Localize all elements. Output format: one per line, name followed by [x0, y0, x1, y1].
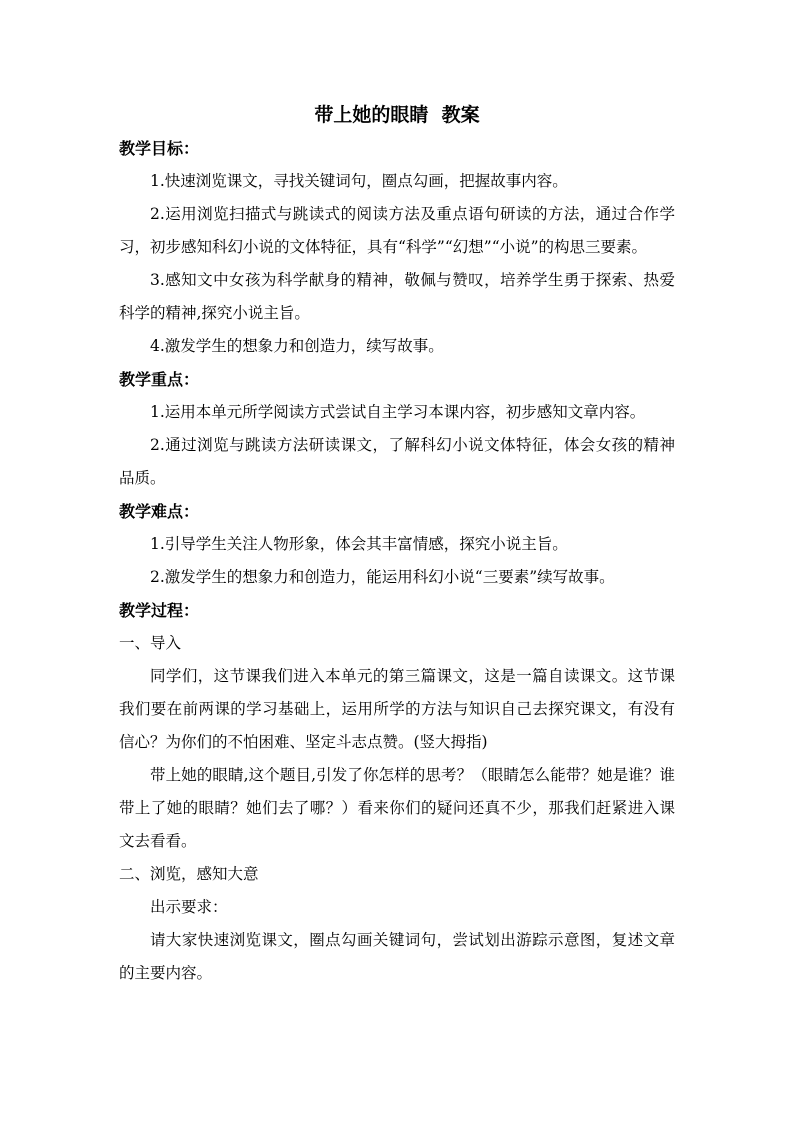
section-1-title: 一、导入	[119, 634, 182, 652]
key-point-item-2: 2.通过浏览与跳读方法研读课文，了解科幻小说文体特征，体会女孩的精神品质。	[119, 436, 675, 487]
section-2-title: 二、浏览，感知大意	[119, 865, 259, 883]
document-title: 带上她的眼睛 教案	[314, 104, 480, 126]
section-2-paragraph-1: 出示要求：	[150, 898, 228, 916]
section-2-paragraph-2: 请大家快速浏览课文，圈点勾画关键词句，尝试划出游踪示意图，复述文章的主要内容。	[119, 931, 675, 982]
document-content	[119, 98, 675, 990]
objective-item-1: 1.快速浏览课文，寻找关键词句，圈点勾画，把握故事内容。	[150, 172, 568, 190]
difficulty-item-1: 1.引导学生关注人物形象，体会其丰富情感，探究小说主旨。	[150, 535, 568, 553]
objectives-heading: 教学目标：	[119, 139, 200, 158]
difficulty-item-2: 2.激发学生的想象力和创造力，能运用科幻小说“三要素”续写故事。	[150, 568, 615, 586]
key-point-item-1: 1.运用本单元所学阅读方式尝试自主学习本课内容，初步感知文章内容。	[150, 403, 646, 421]
objective-item-2: 2.运用浏览扫描式与跳读式的阅读方法及重点语句研读的方法，通过合作学习，初步感知科幻小说的文体特征，具有“科学”“幻想”“小说”的构思三要素。	[119, 205, 675, 256]
key-points-heading: 教学重点：	[119, 370, 200, 389]
difficulties-heading: 教学难点：	[119, 502, 200, 521]
section-1-paragraph-2: 带上她的眼睛,这个题目,引发了你怎样的思考？（眼睛怎么能带？她是谁？谁带上了她的眼睛？她们去了哪？）看来你们的疑问还真不少，那我们赶紧进入课文去看看。	[119, 766, 675, 850]
section-1-paragraph-1: 同学们，这节课我们进入本单元的第三篇课文，这是一篇自读课文。这节课我们要在前两课的学习基础上，运用所学的方法与知识自己去探究课文，有没有信心？为你们的不怕困难、坚定斗志点赞。(竖大拇指)	[119, 667, 675, 751]
objective-item-4: 4.激发学生的想象力和创造力，续写故事。	[150, 337, 444, 355]
process-heading: 教学过程：	[119, 601, 200, 620]
objective-item-3: 3.感知文中女孩为科学献身的精神，敬佩与赞叹，培养学生勇于探索、热爱科学的精神,探究小说主旨。	[119, 271, 675, 322]
